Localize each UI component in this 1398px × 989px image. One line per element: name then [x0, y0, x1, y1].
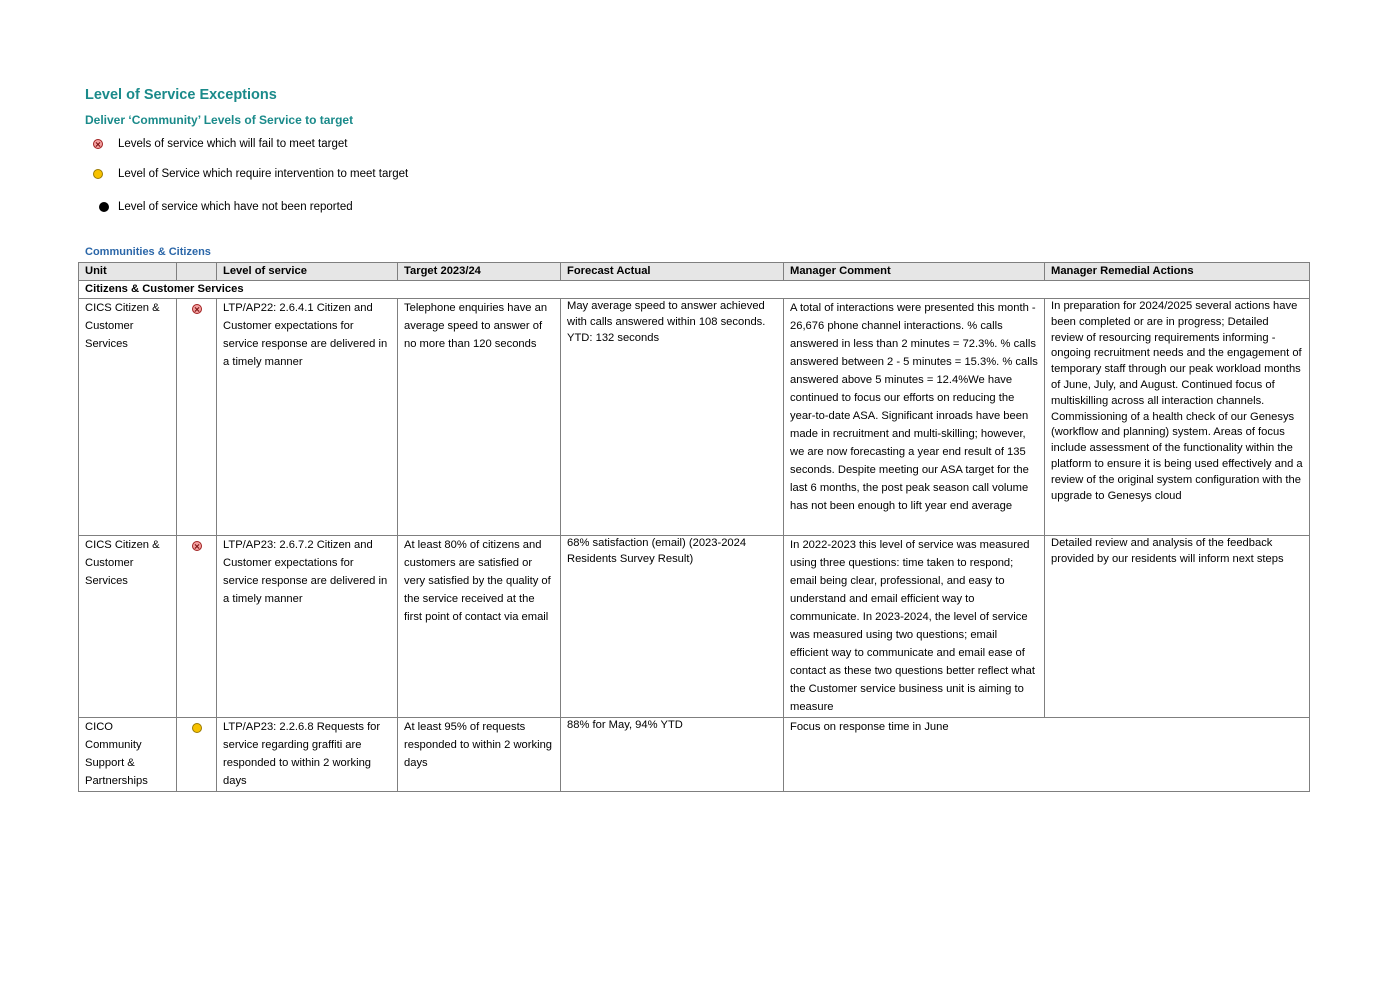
level-of-service-table: [78, 262, 1310, 792]
page-title: Level of Service Exceptions: [85, 87, 277, 103]
fail-status-icon: [192, 304, 202, 314]
fail-status-icon: [192, 541, 202, 551]
cell-level-of-service: LTP/AP23: 2.2.6.8 Requests for service regarding graffiti are responded to within 2 working days: [217, 718, 398, 792]
cell-status: [177, 718, 217, 792]
cell-target: At least 95% of requests responded to within 2 working days: [398, 718, 561, 792]
legend-item-not-reported: [93, 199, 353, 215]
header-unit: Unit: [79, 263, 177, 281]
header-manager-comment: Manager Comment: [784, 263, 1045, 281]
cell-forecast-actual: 88% for May, 94% YTD: [561, 718, 784, 792]
intervention-status-icon: [192, 723, 202, 733]
header-manager-remedial-actions: Manager Remedial Actions: [1045, 263, 1310, 281]
cell-level-of-service: LTP/AP22: 2.6.4.1 Citizen and Customer expectations for service response are delivered in a timely manner: [217, 299, 398, 536]
legend-label: Levels of service which will fail to meet target: [118, 138, 348, 150]
cell-manager-comment: In 2022-2023 this level of service was measured using three questions: time taken to respond; email being clear, professional, and easy to understand and email efficient way to communicate. In 2023-2024, the level of service was measured using two questions; email efficient way to communicate and email ease of contact as these two questions better reflect what the Customer service business unit is aiming to measure: [784, 536, 1045, 718]
cell-manager-comment: Focus on response time in June: [784, 718, 1310, 792]
intervention-status-icon: [93, 169, 103, 179]
group-row: [79, 281, 1310, 299]
cell-forecast-actual: May average speed to answer achieved with calls answered within 108 seconds. YTD: 132 seconds: [561, 299, 784, 536]
header-target: Target 2023/24: [398, 263, 561, 281]
header-forecast-actual: Forecast Actual: [561, 263, 784, 281]
cell-unit: CICS Citizen & Customer Services: [79, 299, 177, 536]
group-label: Citizens & Customer Services: [79, 281, 1310, 299]
table-row: [79, 718, 1310, 792]
legend-item-fail: [93, 136, 348, 152]
cell-manager-remedial-actions: Detailed review and analysis of the feedback provided by our residents will inform next steps: [1045, 536, 1310, 718]
table-row: [79, 536, 1310, 718]
legend-item-intervention: [93, 166, 409, 182]
table-row: [79, 299, 1310, 536]
header-level-of-service: Level of service: [217, 263, 398, 281]
cell-manager-remedial-actions: In preparation for 2024/2025 several actions have been completed or are in progress; Detailed review of resourcing requirements informing - ongoing recruitment needs and the engagement of temporary staff through our peak workload months of June, July, and August. Continued focus of multiskilling across all interaction channels. Commissioning of a health check of our Genesys (workflow and planning) system. Areas of focus include assessment of the functionality within the platform to ensure it is being used effectively and a review of the original system configuration with the upgrade to Genesys cloud: [1045, 299, 1310, 536]
cell-target: Telephone enquiries have an average speed to answer of no more than 120 seconds: [398, 299, 561, 536]
cell-status: [177, 299, 217, 536]
fail-status-icon: [93, 139, 103, 149]
cell-unit: CICS Citizen & Customer Services: [79, 536, 177, 718]
cell-manager-comment: A total of interactions were presented this month - 26,676 phone channel interactions. % calls answered in less than 2 minutes = 72.3%. % calls answered between 2 - 5 minutes = 15.3%. % calls answered above 5 minutes = 12.4%We have continued to focus our efforts on reducing the year-to-date ASA. Significant inroads have been made in recruitment and multi-skilling; however, we are now forecasting a year end result of 135 seconds. Despite meeting our ASA target for the last 6 months, the post peak season call volume has not been enough to lift year end average: [784, 299, 1045, 536]
header-status: [177, 263, 217, 281]
cell-status: [177, 536, 217, 718]
section-heading: Communities & Citizens: [85, 246, 211, 258]
legend-label: Level of service which have not been reported: [118, 201, 353, 213]
legend-label: Level of Service which require intervention to meet target: [118, 168, 409, 180]
not-reported-status-icon: [99, 202, 109, 212]
cell-forecast-actual: 68% satisfaction (email) (2023-2024 Residents Survey Result): [561, 536, 784, 718]
page-subtitle: Deliver ‘Community’ Levels of Service to target: [85, 113, 354, 127]
cell-unit: CICO Community Support & Partnerships: [79, 718, 177, 792]
table-header-row: [79, 263, 1310, 281]
cell-target: At least 80% of citizens and customers are satisfied or very satisfied by the quality of the service received at the first point of contact via email: [398, 536, 561, 718]
cell-level-of-service: LTP/AP23: 2.6.7.2 Citizen and Customer expectations for service response are delivered in a timely manner: [217, 536, 398, 718]
